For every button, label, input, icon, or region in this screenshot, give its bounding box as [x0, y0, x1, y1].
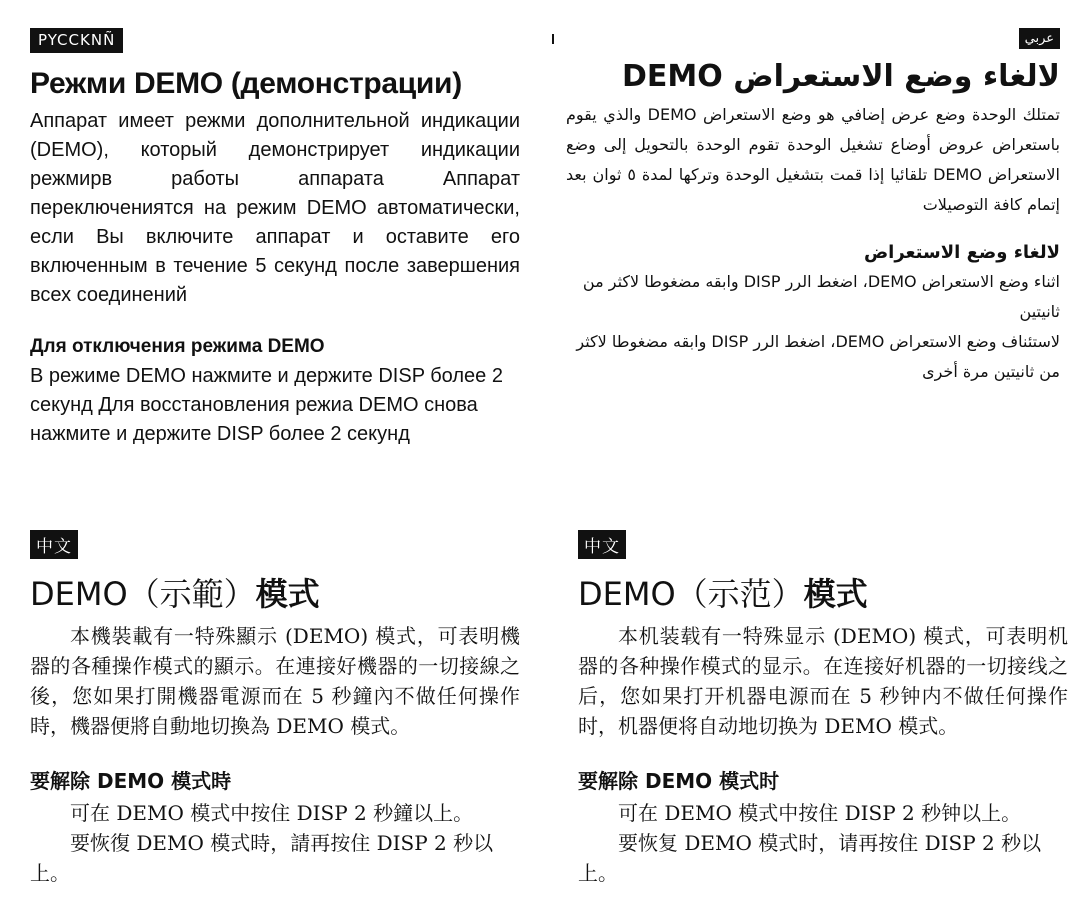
sub-body-simplified-1: 可在 DEMO 模式中按住 DISP 2 秒钟以上。	[618, 801, 1022, 825]
subheading-russian: Для отключения режима DEMO	[30, 336, 325, 357]
section-title-simplified-chinese	[578, 569, 1068, 615]
title-latin-simplified: DEMO（示范）	[578, 575, 804, 613]
sub-body-traditional-2: 要恢復 DEMO 模式時，請再按住 DISP 2 秒以上。	[30, 831, 494, 885]
sub-body-arabic-1: اثناء وضع الاستعراض DEMO، اضغط الرر DISP وابقه مضغوطا لاكثر من ثانيتين	[582, 272, 1060, 321]
language-label-simplified-chinese: 中文	[578, 530, 626, 559]
arabic-section	[566, 28, 1060, 387]
page-mark	[552, 34, 554, 44]
language-label-arabic: عربي	[1019, 28, 1060, 49]
body-text-traditional-chinese: 本機裝載有一特殊顯示 (DEMO) 模式，可表明機器的各種操作模式的顯示。在連接好機器的一切接線之後，您如果打開機器電源而在 5 秒鐘內不做任何操作時，機器便將自動地切換為 DEMO 模式。	[30, 624, 520, 738]
sub-body-traditional-1: 可在 DEMO 模式中按住 DISP 2 秒鐘以上。	[70, 801, 474, 825]
title-cjk-traditional: 模式	[255, 575, 320, 613]
title-cjk-simplified: 模式	[803, 575, 868, 613]
sub-body-arabic-2: لاستئناف وضع الاستعراض DEMO، اضغط الرر DISP وابقه مضغوطا لاكثر من ثانيتين مرة أخرى	[576, 332, 1060, 381]
language-label-traditional-chinese: 中文	[30, 530, 78, 559]
sub-body-russian: В режиме DEMO нажмите и держите DISP более 2 секунд Для восстановления режиа DEMO снова нажмите и держите DISP более 2 секунд	[30, 365, 503, 445]
section-title-arabic: لالغاء وضع الاستعراض DEMO	[622, 59, 1060, 94]
body-text-russian: Аппарат имеет режми дополнительной индикации (DEMO), который демонстрирует индикации режмирв работы аппарата Аппарат переключениятся на режим DEMO автоматически, если Вы включите аппарат и оставите его включенным в течение 5 секунд после завершения всех соединений	[30, 110, 520, 306]
title-latin-traditional: DEMO（示範）	[30, 575, 256, 613]
sub-body-simplified-2: 要恢复 DEMO 模式时，请再按住 DISP 2 秒以上。	[578, 831, 1042, 885]
section-title-russian: Режми DEMO (демонстрации)	[30, 67, 462, 100]
language-label-russian: PYCCKNÑ	[30, 28, 123, 53]
subheading-arabic: لالغاء وضع الاستعراض	[863, 242, 1060, 263]
subheading-traditional-chinese: 要解除 DEMO 模式時	[30, 769, 232, 793]
simplified-chinese-section	[578, 530, 1068, 888]
body-text-simplified-chinese: 本机装载有一特殊显示 (DEMO) 模式，可表明机器的各种操作模式的显示。在连接好机器的一切接线之后，您如果打开机器电源而在 5 秒钟内不做任何操作时，机器便将自动地切换为 DEMO 模式。	[578, 624, 1068, 738]
subheading-simplified-chinese: 要解除 DEMO 模式时	[578, 769, 780, 793]
russian-section	[30, 28, 520, 449]
body-text-arabic: تمتلك الوحدة وضع عرض إضافي هو وضع الاستعراض DEMO والذي يقوم باستعراض عروض أوضاع تشغيل الوحدة تقوم الوحدة بالتحويل إلى وضع الاستعراض DEMO تلقائيا إذا قمت بتشغيل الوحدة وتركها لمدة ٥ ثوان بعد إتمام كافة التوصيلات	[566, 105, 1061, 214]
section-title-traditional-chinese	[30, 569, 520, 615]
traditional-chinese-section	[30, 530, 520, 888]
